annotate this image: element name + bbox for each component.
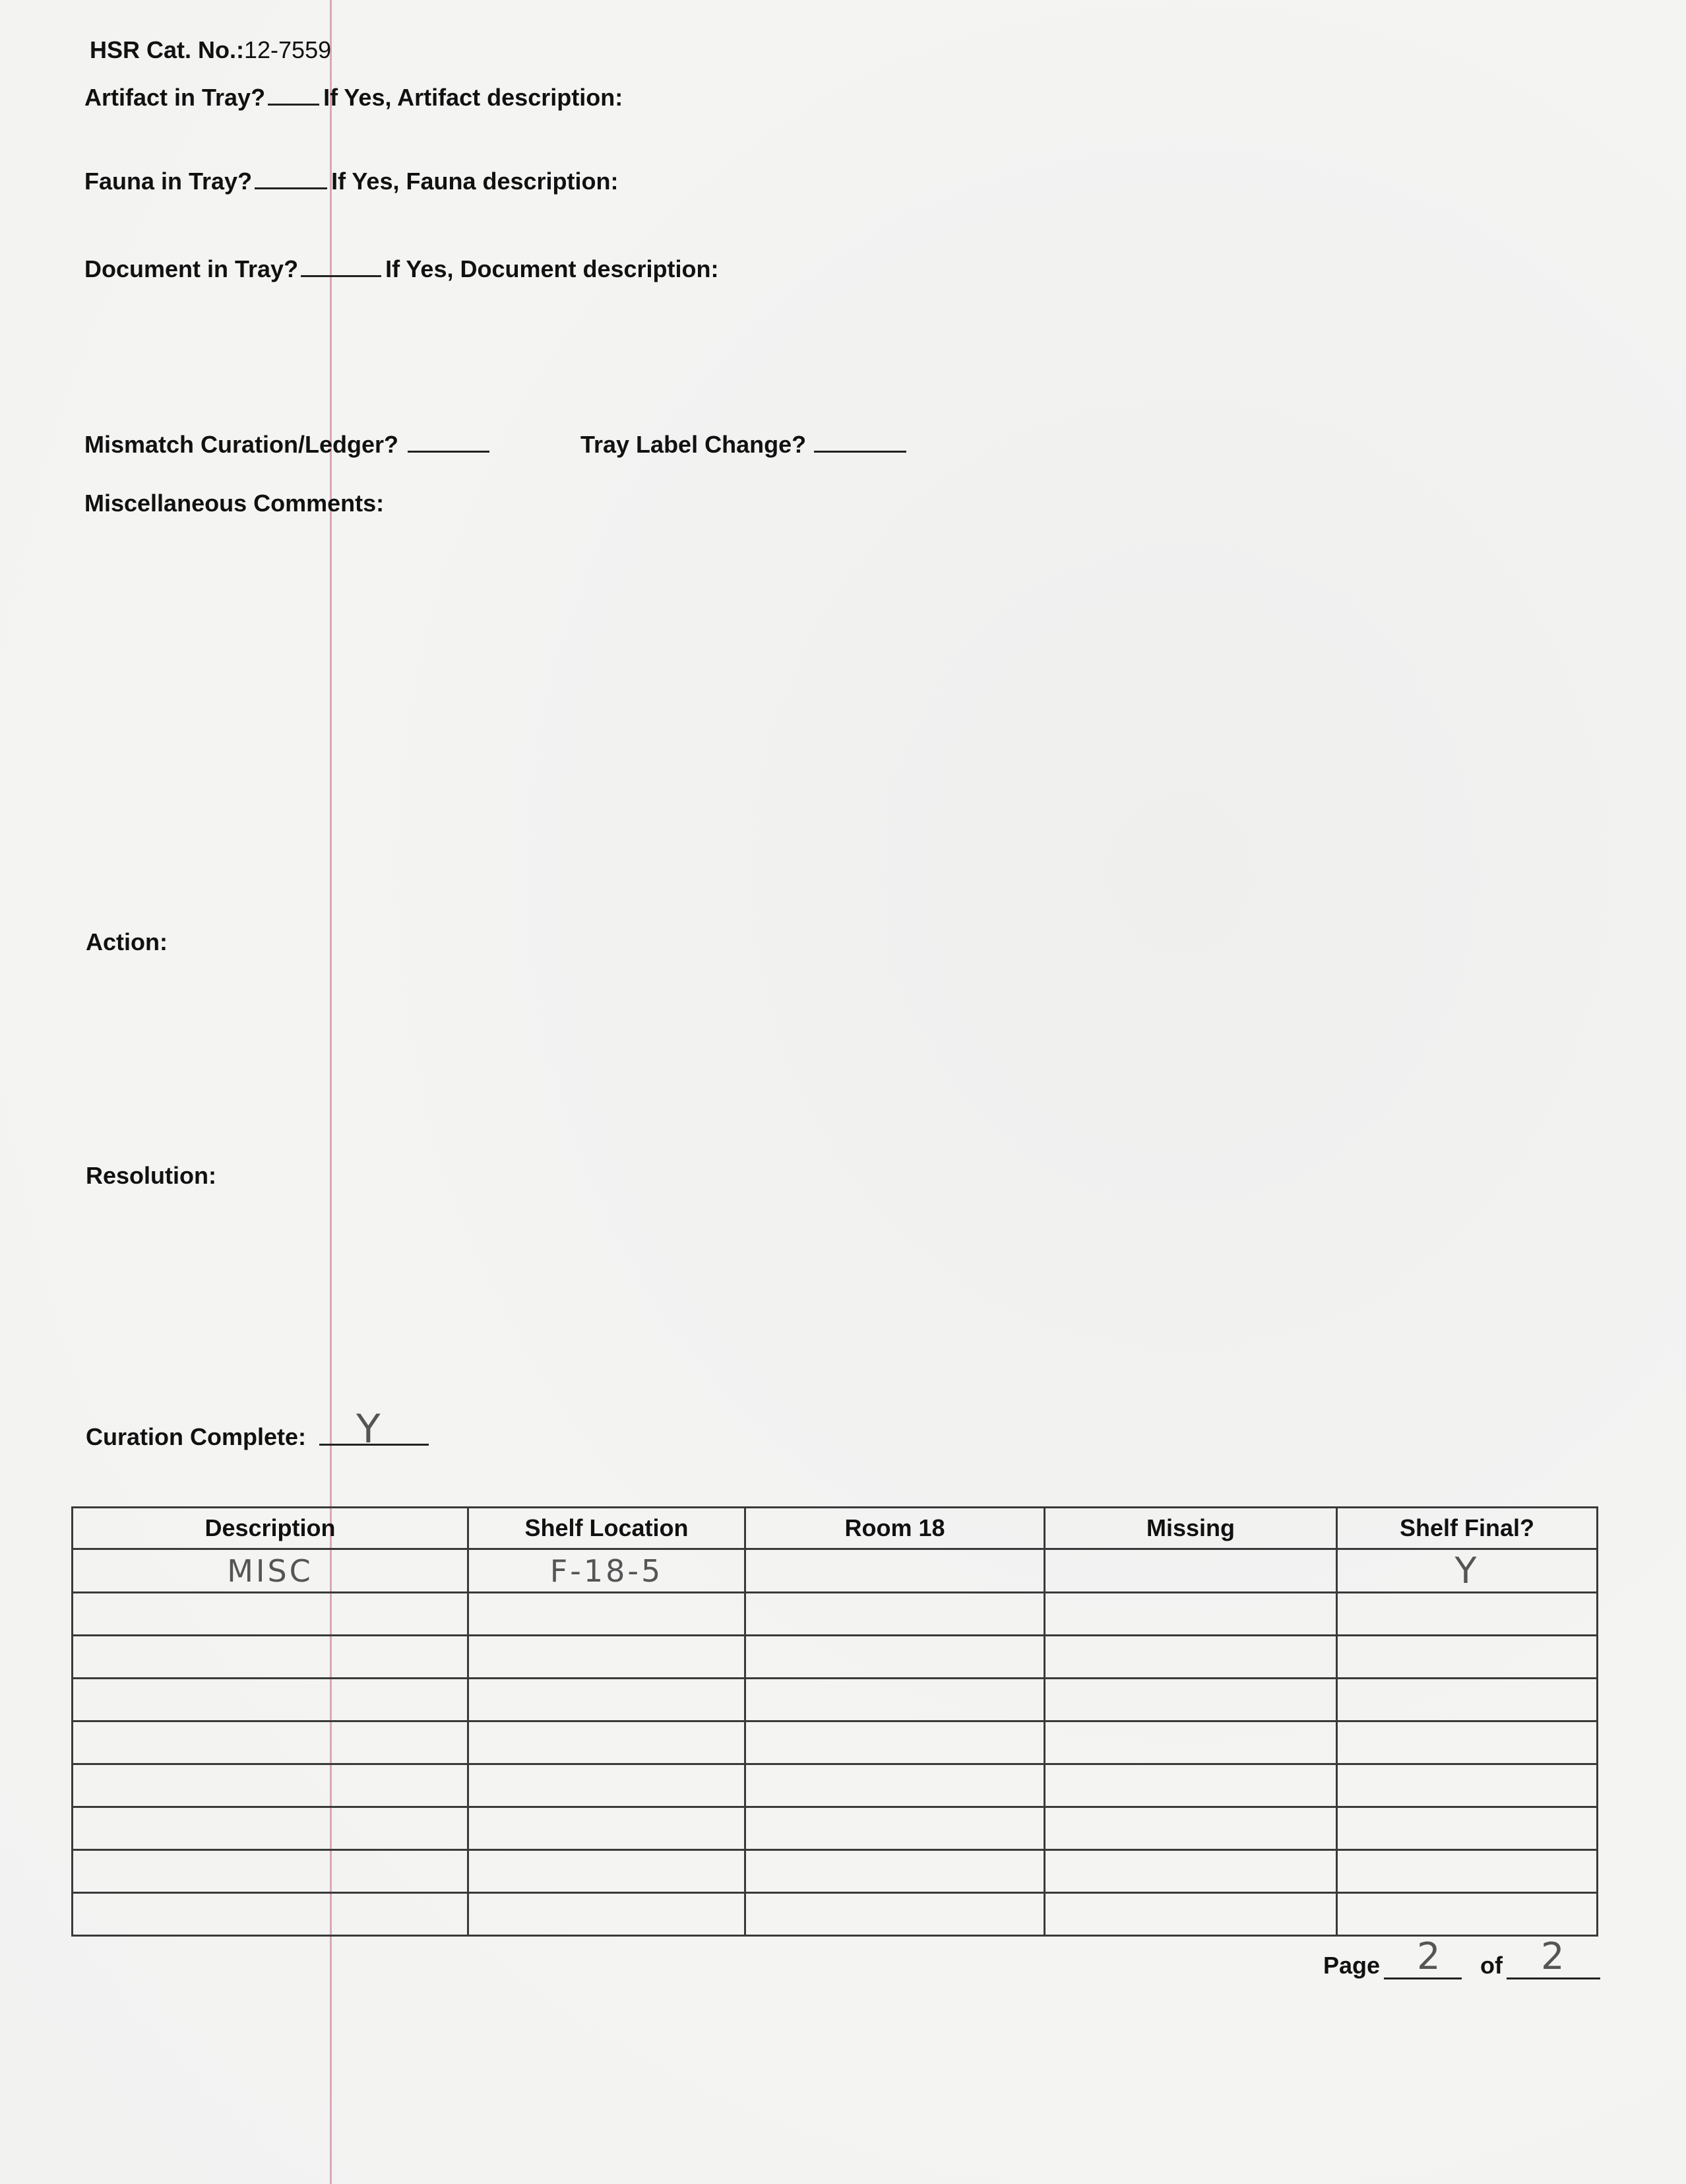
table-row xyxy=(73,1893,1598,1936)
table-cell[interactable] xyxy=(745,1679,1045,1721)
document-question: Document in Tray? xyxy=(84,255,299,282)
table-cell[interactable] xyxy=(745,1764,1045,1807)
fauna-blank[interactable] xyxy=(255,187,327,189)
table-cell[interactable] xyxy=(468,1679,745,1721)
table-cell[interactable] xyxy=(745,1593,1045,1636)
curation-complete-label: Curation Complete: xyxy=(86,1423,307,1450)
page-total-value: 2 xyxy=(1541,1935,1565,1978)
hsr-cat-value: 12-7559 xyxy=(244,36,332,63)
table-cell[interactable] xyxy=(1337,1593,1598,1636)
table-cell[interactable] xyxy=(73,1764,468,1807)
tray-label-row xyxy=(580,433,910,457)
header-shelf-location: Shelf Location xyxy=(468,1508,745,1549)
table-cell[interactable] xyxy=(1337,1807,1598,1850)
table-cell[interactable] xyxy=(468,1721,745,1764)
fauna-question: Fauna in Tray? xyxy=(84,168,253,195)
tray-label-blank[interactable] xyxy=(814,450,906,453)
table-cell[interactable] xyxy=(1337,1850,1598,1893)
header-description: Description xyxy=(73,1508,468,1549)
header-missing: Missing xyxy=(1045,1508,1337,1549)
mismatch-label: Mismatch Curation/Ledger? xyxy=(84,431,399,458)
table-cell[interactable] xyxy=(1045,1807,1337,1850)
table-cell[interactable] xyxy=(1045,1893,1337,1936)
table-row xyxy=(73,1850,1598,1893)
curation-complete-value: Y xyxy=(356,1406,381,1452)
table-row xyxy=(73,1764,1598,1807)
table-cell[interactable] xyxy=(1045,1549,1337,1593)
table-cell[interactable] xyxy=(745,1721,1045,1764)
page-number-value: 2 xyxy=(1417,1935,1441,1978)
cell-description-value: MISC xyxy=(227,1553,313,1589)
document-description-label: If Yes, Document description: xyxy=(385,255,719,282)
table-cell[interactable] xyxy=(1337,1679,1598,1721)
table-cell[interactable] xyxy=(1045,1764,1337,1807)
table-cell[interactable] xyxy=(468,1549,745,1593)
table-row xyxy=(73,1636,1598,1679)
table-cell[interactable] xyxy=(468,1636,745,1679)
table-cell[interactable] xyxy=(468,1764,745,1807)
table-cell[interactable] xyxy=(1337,1721,1598,1764)
table-cell[interactable] xyxy=(745,1549,1045,1593)
table-cell[interactable] xyxy=(745,1636,1045,1679)
table-row xyxy=(73,1721,1598,1764)
table-cell[interactable] xyxy=(1337,1764,1598,1807)
table-cell[interactable] xyxy=(1337,1549,1598,1593)
table-cell[interactable] xyxy=(468,1893,745,1936)
table-cell[interactable] xyxy=(73,1636,468,1679)
mismatch-blank[interactable] xyxy=(408,450,489,453)
table-cell[interactable] xyxy=(468,1850,745,1893)
action-label: Action: xyxy=(86,928,168,955)
page-label: Page xyxy=(1323,1952,1381,1979)
header-room-18: Room 18 xyxy=(745,1508,1045,1549)
of-label: of xyxy=(1480,1952,1503,1979)
hsr-cat-field xyxy=(90,38,331,62)
artifact-description-label: If Yes, Artifact description: xyxy=(323,84,623,111)
table-row xyxy=(73,1549,1598,1593)
table-cell[interactable] xyxy=(1045,1850,1337,1893)
document-blank[interactable] xyxy=(301,274,381,277)
table-cell[interactable] xyxy=(468,1593,745,1636)
artifact-blank[interactable] xyxy=(268,103,319,106)
table-cell[interactable] xyxy=(73,1721,468,1764)
tray-label-change-label: Tray Label Change? xyxy=(580,431,807,458)
cell-shelf-location-value: F-18-5 xyxy=(549,1553,664,1589)
table-row xyxy=(73,1679,1598,1721)
cell-shelf-final-value: Y xyxy=(1454,1550,1480,1591)
misc-comments-label: Miscellaneous Comments: xyxy=(84,490,385,517)
table-cell[interactable] xyxy=(73,1549,468,1593)
table-cell[interactable] xyxy=(1337,1636,1598,1679)
table-cell[interactable] xyxy=(745,1807,1045,1850)
table-cell[interactable] xyxy=(73,1593,468,1636)
tray-table xyxy=(71,1506,1598,1937)
table-row xyxy=(73,1593,1598,1636)
resolution-label: Resolution: xyxy=(86,1162,216,1189)
fauna-row xyxy=(84,170,619,193)
table-cell[interactable] xyxy=(73,1850,468,1893)
table-cell[interactable] xyxy=(1045,1679,1337,1721)
hsr-cat-label: HSR Cat. No.: xyxy=(90,36,244,63)
table-cell[interactable] xyxy=(73,1893,468,1936)
mismatch-row xyxy=(84,433,493,457)
artifact-question: Artifact in Tray? xyxy=(84,84,266,111)
table-cell[interactable] xyxy=(1337,1893,1598,1936)
table-cell[interactable] xyxy=(468,1807,745,1850)
artifact-row xyxy=(84,86,623,110)
header-shelf-final: Shelf Final? xyxy=(1337,1508,1598,1549)
table-header-row xyxy=(73,1508,1598,1549)
table-cell[interactable] xyxy=(73,1807,468,1850)
table-cell[interactable] xyxy=(745,1893,1045,1936)
table-cell[interactable] xyxy=(1045,1721,1337,1764)
table-cell[interactable] xyxy=(745,1850,1045,1893)
table-row xyxy=(73,1807,1598,1850)
table-cell[interactable] xyxy=(1045,1636,1337,1679)
document-row xyxy=(84,257,719,281)
table-cell[interactable] xyxy=(1045,1593,1337,1636)
table-cell[interactable] xyxy=(73,1679,468,1721)
fauna-description-label: If Yes, Fauna description: xyxy=(331,168,619,195)
